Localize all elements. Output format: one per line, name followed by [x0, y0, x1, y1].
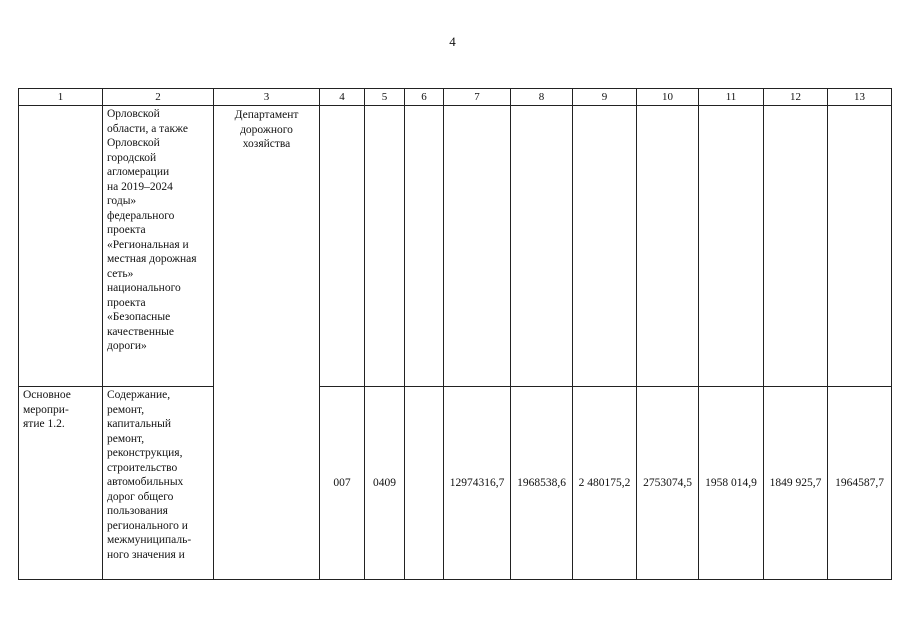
header-cell: 5 [365, 89, 405, 106]
grbs-code-cell: 007 [320, 387, 365, 580]
amount-cell: 1958 014,9 [699, 387, 764, 580]
row1-empty-cell [828, 106, 892, 387]
amount-cell: 1968538,6 [511, 387, 573, 580]
row1-col1-cell [19, 106, 103, 387]
total-amount-cell: 12974316,7 [444, 387, 511, 580]
header-cell: 8 [511, 89, 573, 106]
table-header-row [19, 89, 892, 106]
department-text: Департамент дорожного хозяйства [234, 109, 299, 150]
department-cell [214, 106, 320, 580]
header-cell: 1 [19, 89, 103, 106]
header-cell: 11 [699, 89, 764, 106]
table-row [19, 387, 892, 580]
row1-description-text: Орловской области, а также Орловской городской агломерации на 2019–2024 годы» федерального проекта «Региональная и местная дорожная сеть» национального проекта «Безопасные качественные дороги» [107, 108, 197, 352]
header-cell: 4 [320, 89, 365, 106]
budget-table [18, 88, 892, 580]
row1-empty-cell [511, 106, 573, 387]
row1-empty-cell [405, 106, 444, 387]
header-cell: 12 [764, 89, 828, 106]
row2-col6-cell [405, 387, 444, 580]
measure-description-text: Содержание, ремонт, капитальный ремонт, реконструкция, строительство автомобильных дорог общего пользования регионального и межмуниципаль- ного значения и [107, 389, 192, 561]
row2-col1-cell [19, 387, 103, 580]
amount-cell: 1964587,7 [828, 387, 892, 580]
header-cell: 3 [214, 89, 320, 106]
row1-col1-text [19, 106, 102, 107]
row1-empty-cell [699, 106, 764, 387]
row1-col2-cell [103, 106, 214, 387]
header-cell: 13 [828, 89, 892, 106]
header-cell: 9 [573, 89, 637, 106]
header-cell: 2 [103, 89, 214, 106]
amount-cell: 1849 925,7 [764, 387, 828, 580]
amount-cell: 2 480175,2 [573, 387, 637, 580]
page-number: 4 [449, 34, 456, 49]
row1-empty-cell [320, 106, 365, 387]
header-cell: 10 [637, 89, 699, 106]
table-row [19, 106, 892, 387]
section-code-cell: 0409 [365, 387, 405, 580]
measure-label-text: Основное меропри- ятие 1.2. [23, 389, 71, 430]
row1-empty-cell [764, 106, 828, 387]
header-cell: 6 [405, 89, 444, 106]
row1-empty-cell [573, 106, 637, 387]
row1-empty-cell [365, 106, 405, 387]
row1-empty-cell [637, 106, 699, 387]
amount-cell: 2753074,5 [637, 387, 699, 580]
row1-empty-cell [444, 106, 511, 387]
row2-col2-cell [103, 387, 214, 580]
header-cell: 7 [444, 89, 511, 106]
